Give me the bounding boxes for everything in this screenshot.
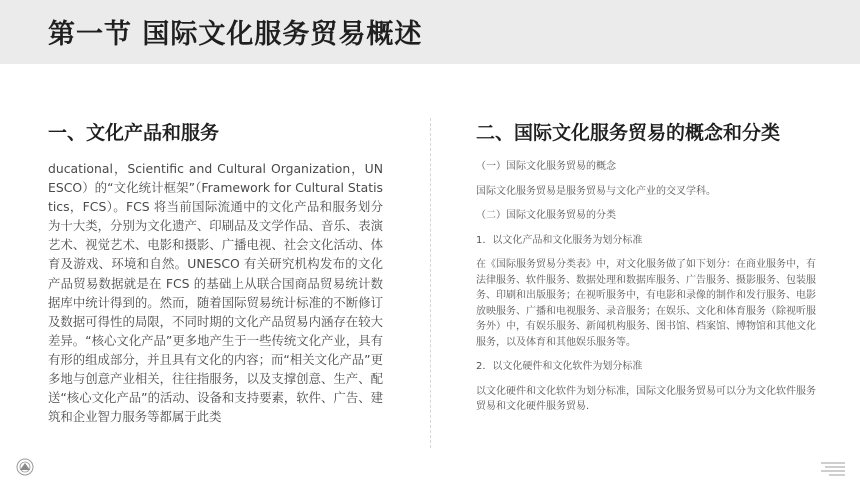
paragraph-concept: 国际文化服务贸易是服务贸易与文化产业的交叉学科。 <box>476 185 716 197</box>
header-band <box>0 0 860 64</box>
subheading-concept: （一）国际文化服务贸易的概念 <box>476 161 616 172</box>
list-item-criterion-2: 2．以文化硬件和文化软件为划分标准 <box>476 361 643 372</box>
emblem-icon <box>16 458 34 476</box>
right-column <box>476 118 816 415</box>
menu-lines-icon[interactable] <box>820 461 846 477</box>
left-section-heading: 一、文化产品和服务 <box>48 122 220 144</box>
left-column <box>48 118 383 426</box>
list-item-criterion-1: 1．以文化产品和文化服务为划分标准 <box>476 234 643 246</box>
subheading-classification: （二）国际文化服务贸易的分类 <box>476 210 616 221</box>
right-section-heading: 二、国际文化服务贸易的概念和分类 <box>476 122 781 144</box>
paragraph-criterion-1: 在《国际服务贸易分类表》中，对文化服务做了如下划分：在商业服务中，有法律服务、软件服务、数据处理和数据库服务、广告服务、摄影服务、包装服务、印刷和出版服务；在视听服务中，有电影和录像的制作和发行服务、电影放映服务、广播和电视服务、录音服务；在娱乐、文化和体育服务（除视听服务外）中，有娱乐服务、新闻机构服务、图书馆、档案馆、博物馆和其他文化服务，以及体育和其他娱乐服务等。 <box>476 259 816 348</box>
left-body-text: ducational，Scientific and Cultural Organization，UNESCO）的“文化统计框架”（Framework for Cultural Statistics，FCS）。FCS 将当前国际流通中的文化产品和服务划分为十大类，分别为文化遗产、印刷品及文学作品、音乐、表演艺术、视觉艺术、电影和摄影、广播电视、社会文化活动、体育及游戏、环境和自然。UNESCO 有关研究机构发布的文化产品贸易数据就是在 FCS 的基础上从联合国商品贸易统计数据库中统计得到的。然而，随着国际贸易统计标准的不断修订及数据可得性的局限，不同时期的文化产品贸易内涵存在较大差异。“核心文化产品”更多地产生于一些传统文化产业，具有有形的组成部分，并且具有文化的内容；而“相关文化产品”更多地与创意产业相关，往往指服务，以及支撑创意、生产、配送“核心文化产品”的活动、设备和支持要素，软件、广告、建筑和企业智力服务等都属于此类 <box>48 161 383 425</box>
column-divider <box>430 118 431 448</box>
page-title: 第一节 国际文化服务贸易概述 <box>48 19 423 50</box>
paragraph-criterion-2: 以文化硬件和文化软件为划分标准，国际文化服务贸易可以分为文化软件服务贸易和文化硬件服务贸易. <box>476 385 816 412</box>
